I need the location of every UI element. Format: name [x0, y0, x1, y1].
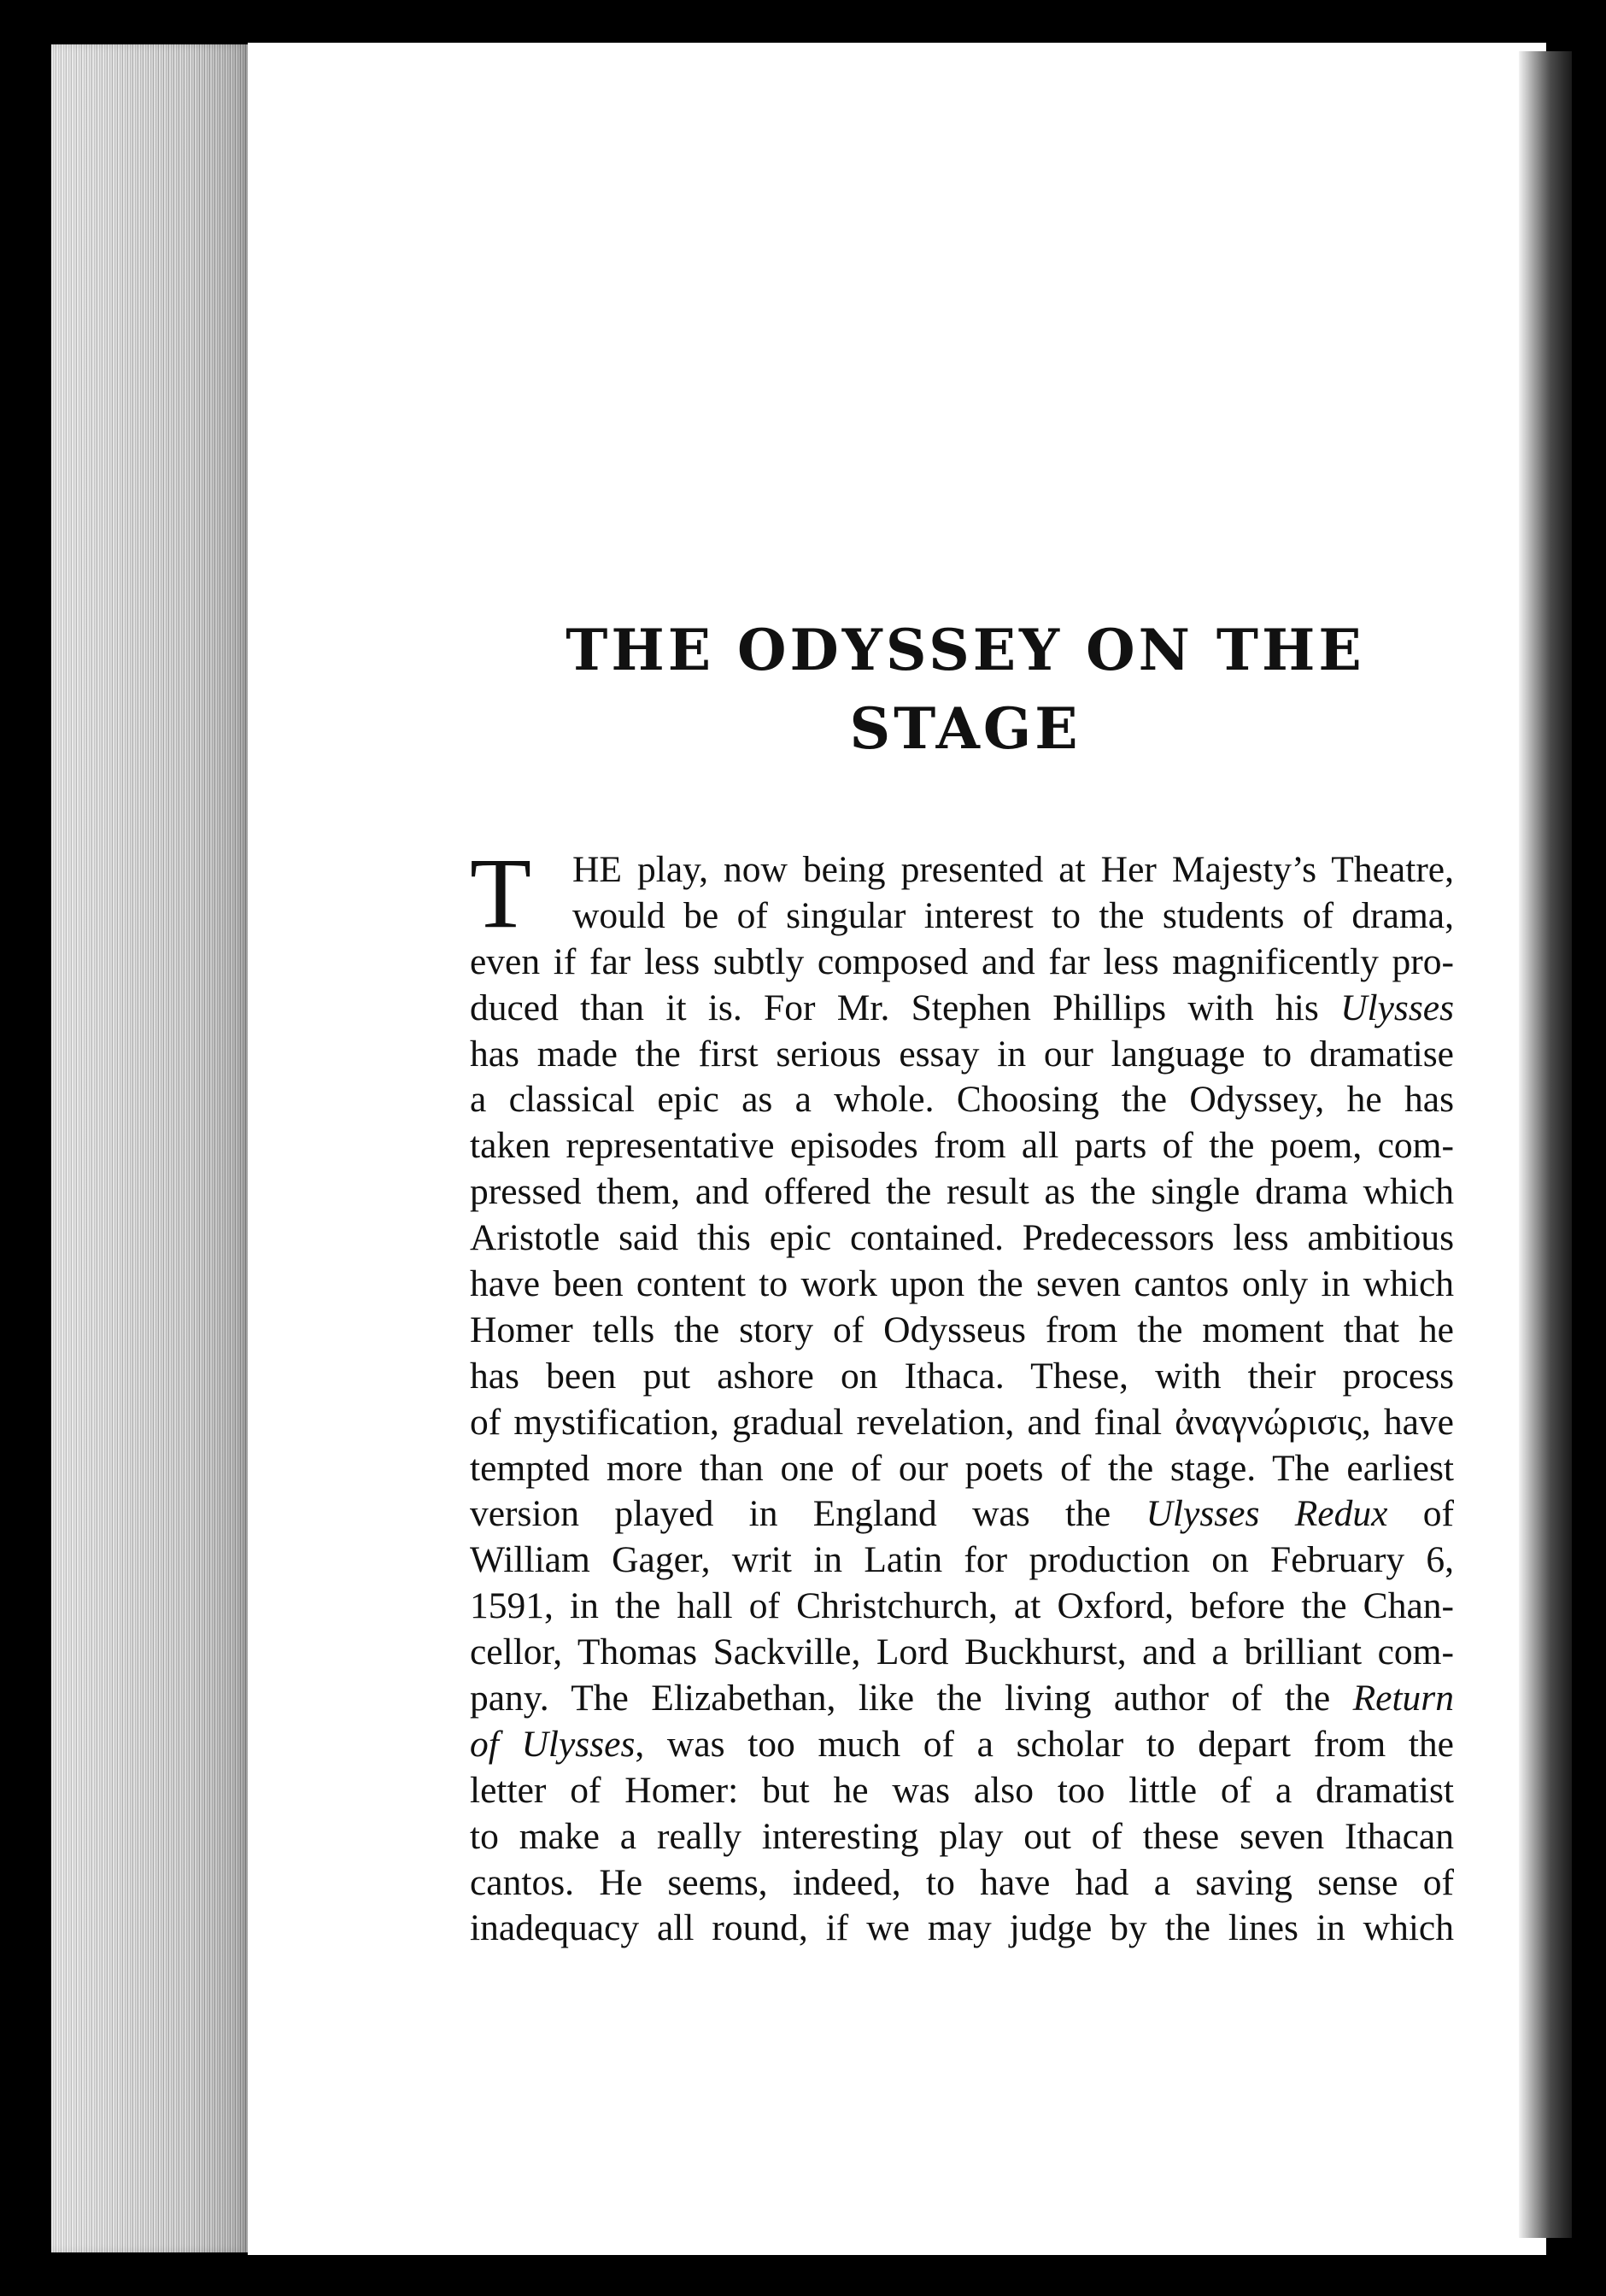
text-line: version played in England was the Ulysses Redux of: [470, 1493, 1454, 1535]
text-line: pany. The Elizabethan, like the living author of the Return: [470, 1678, 1454, 1719]
text-line: taken representative episodes from all parts of the poem, com-: [470, 1125, 1454, 1167]
text-line: tempted more than one of our poets of the stage. The earliest: [470, 1447, 1454, 1489]
text-line: Homer tells the story of Odysseus from the moment that he: [470, 1309, 1454, 1350]
binding-shadow: [1519, 51, 1572, 2238]
text-line: of mystification, gradual revelation, and final ἀναγνώρισις, have: [470, 1401, 1454, 1443]
text-line: pressed them, and offered the result as the single drama which: [470, 1171, 1454, 1213]
book-page-edges: [51, 44, 248, 2252]
text-line: duced than it is. For Mr. Stephen Phillips with his Ulysses: [470, 987, 1454, 1028]
text-line: a classical epic as a whole. Choosing the Odyssey, he has: [470, 1079, 1454, 1121]
drop-cap: T: [470, 837, 532, 949]
text-line: William Gager, writ in Latin for production on February 6,: [470, 1539, 1454, 1581]
text-line: even if far less subtly composed and far less magnificently pro-: [470, 940, 1454, 982]
text-line: has been put ashore on Ithaca. These, with their process: [470, 1355, 1454, 1397]
text-line: of Ulysses, was too much of a scholar to depart from the: [470, 1723, 1454, 1765]
text-line: would be of singular interest to the students of drama,: [572, 894, 1454, 936]
text-line: Aristotle said this epic contained. Predecessors less ambitious: [470, 1217, 1454, 1259]
text-line: has made the first serious essay in our language to dramatise: [470, 1033, 1454, 1075]
text-line: letter of Homer: but he was also too little of a dramatist: [470, 1769, 1454, 1811]
body-paragraph: [470, 837, 1454, 1952]
chapter-title-line-2: STAGE: [849, 695, 1081, 762]
chapter-title: [478, 611, 1452, 768]
text-line: to make a really interesting play out of these seven Ithacan: [470, 1815, 1454, 1857]
text-line: HE play, now being presented at Her Majesty’s Theatre,: [572, 849, 1454, 890]
text-line: cellor, Thomas Sackville, Lord Buckhurst, and a brilliant com-: [470, 1631, 1454, 1673]
text-line: cantos. He seems, indeed, to have had a saving sense of: [470, 1861, 1454, 1903]
text-line: have been content to work upon the seven cantos only in which: [470, 1263, 1454, 1305]
text-line: 1591, in the hall of Christchurch, at Oxford, before the Chan-: [470, 1585, 1454, 1627]
chapter-title-line-1: THE ODYSSEY ON THE: [566, 617, 1365, 683]
text-line: inadequacy all round, if we may judge by the lines in which: [470, 1907, 1454, 1949]
